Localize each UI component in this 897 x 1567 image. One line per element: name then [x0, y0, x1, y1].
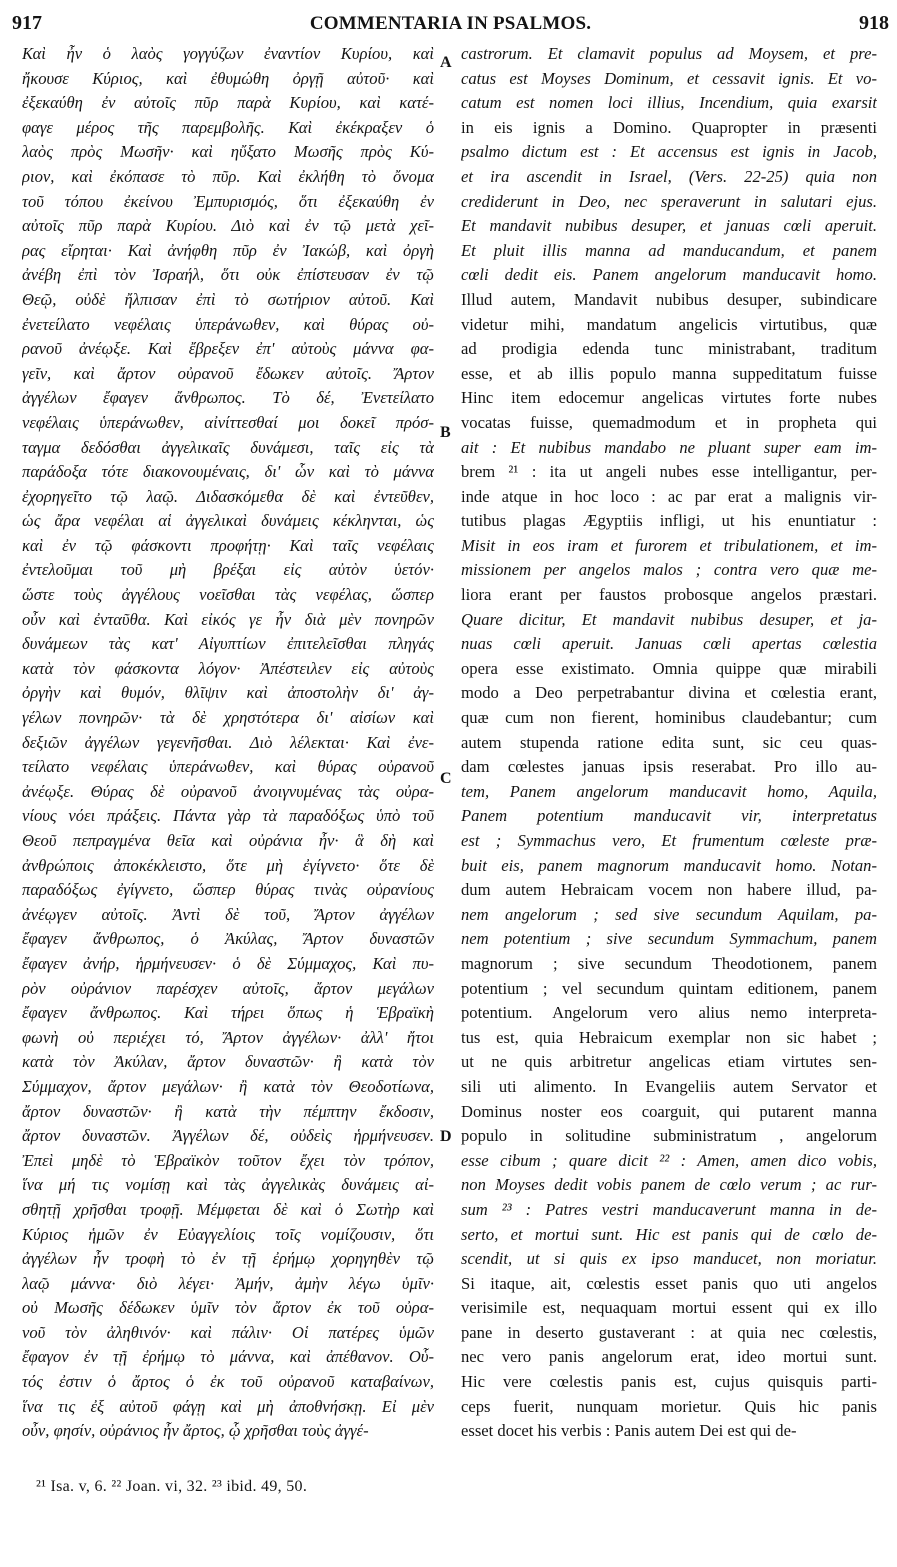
margin-marker-d: D — [440, 1128, 452, 1145]
greek-text-line: ἤκουσε Κύριος, καὶ ἐθυμώθη ὀργῇ αὐτοῦ· καὶ — [22, 68, 434, 88]
greek-column — [22, 42, 434, 1444]
greek-text-line: ἔφαγεν ἀνήρ, ἡρμήνευσεν· ὁ δὲ Σύμμαχος, Καὶ πυ- — [22, 953, 434, 973]
greek-text-line: ἐχορηγεῖτο τῷ λαῷ. Διδασκόμεθα δὲ καὶ ἐντεῦθεν, — [22, 486, 434, 506]
greek-text-line: φωνὴ οὐ περιέχει τό, Ἄρτον ἀγγέλων· ἀλλ' ἤτοι — [22, 1027, 434, 1047]
greek-text-line: κατὰ τὸν φάσκοντα λόγον· Ἀπέστειλεν εἰς αὐτοὺς — [22, 658, 434, 678]
latin-text-line: nem angelorum ; sed sive secundum Aquilam, pa- — [461, 904, 877, 924]
greek-text-line: φαγε μέρος τῆς παρεμβολῆς. Καὶ ἐκέκραξεν ὁ — [22, 117, 434, 137]
greek-text-line: δεξιῶν ἀγγέλων γεγενῆσθαι. Διὸ λέλεκται· Καὶ ἐνε- — [22, 732, 434, 752]
greek-text-line: οὖν καὶ ἐνταῦθα. Καὶ εἰκός γε ἦν διὰ μὲν πονηρῶν — [22, 609, 434, 629]
latin-text-line: Et pluit illis manna ad manducandum, et panem — [461, 240, 877, 260]
latin-text-line: crediderunt in Deo, nec speraverunt in salutari ejus. — [461, 191, 877, 211]
latin-text-line: tus est, quia Hebraicum exemplar non sic habet ; — [461, 1027, 877, 1047]
latin-text-line: vocatas fuisse, quemadmodum et in propheta qui — [461, 412, 877, 432]
greek-text-line: Κύριος ἡμῶν ἐν Εὐαγγελίοις τοῖς νομίζουσιν, ὅτι — [22, 1224, 434, 1244]
latin-text-line: esset docet his verbis : Panis autem Dei est qui de- — [461, 1421, 797, 1441]
greek-text-line: νίους νόει πράξεις. Πάντα γὰρ τὰ παραδόξως ὑπὸ τοῦ — [22, 806, 434, 826]
latin-text-line: cœli dedit eis. Panem angelorum manducavit homo. — [461, 265, 877, 285]
latin-text-line: dum autem Hebraicam vocem non habere illud, pa- — [461, 880, 877, 900]
greek-text-line: κατὰ τὸν Ἀκύλαν, ἄρτον δυναστῶν· ἢ κατὰ τὸν — [22, 1052, 434, 1072]
page-number-left: 917 — [12, 12, 42, 34]
greek-text-line: ταγμα δεδόσθαι ἀγγελικαῖς δυνάμεσι, ταῖς εἰς τὰ — [22, 437, 434, 457]
greek-text-line: ἐντελοῦμαι τοῦ μὴ βρέξαι εἰς αὐτὸν ὑετόν· — [22, 560, 434, 580]
running-title: COMMENTARIA IN PSALMOS. — [309, 13, 592, 34]
latin-text-line: opera esse existimato. Omnia quippe quæ mirabili — [461, 658, 877, 678]
latin-text-line: et ira ascendit in Israel, (Vers. 22-25) quia non — [461, 166, 877, 186]
greek-text-line: ἵνα μή τις νομίσῃ καὶ τὰς ἀγγελικὰς δυνάμεις αἰ- — [22, 1175, 434, 1195]
latin-text-line: esse cibum ; quare dicit ²² : Amen, amen dico vobis, — [461, 1150, 877, 1170]
latin-text-line: castrorum. Et clamavit populus ad Moysem, et pre- — [461, 44, 877, 63]
latin-text-line: Hinc item edocemur angelicas virtutes forte nubes — [461, 388, 877, 408]
latin-text-line: ceps fuerit, nunquam morietur. Quis hic panis — [461, 1396, 877, 1416]
latin-text-line: catum est nomen loci illius, Incendium, quia exarsit — [461, 93, 877, 113]
latin-text-line: Hic vere cœlestis panis est, cujus quisquis parti- — [461, 1372, 877, 1392]
latin-text-line: potentium. Angelorum vero alius nemo interpreta- — [461, 1003, 877, 1023]
greek-text-line: ὀργὴν καὶ θυμόν, θλῖψιν καὶ ἀποστολὴν δι' ἀγ- — [22, 683, 434, 703]
latin-text-line: brem ²¹ : ita ut angeli nubes esse intelligantur, per- — [461, 462, 877, 482]
greek-text-line: Ἐπεὶ μηδὲ τὸ Ἑβραϊκὸν τοῦτον ἔχει τὸν τρόπον, — [22, 1150, 434, 1170]
page-header — [12, 10, 889, 40]
margin-marker-a: A — [440, 54, 452, 71]
page-number-right: 918 — [859, 12, 889, 34]
latin-text-line: scendit, ut si quis ex ipso manducet, non moriatur. — [461, 1249, 877, 1269]
latin-text-line: autem stupenda ratione edita sunt, sic ceu quas- — [461, 732, 877, 752]
greek-text-line: δυνάμεων τὰς κατ' Αἰγυπτίων ἐπιτελεῖσθαι πληγάς — [22, 634, 434, 654]
greek-text-line: οὖν, φησίν, οὐράνιος ἦν ἄρτος, ᾧ χρῆσθαι τοὺς ἀγγέ- — [22, 1421, 369, 1441]
greek-text-line: ρανοῦ ἀνέῳξε. Καὶ ἔβρεξεν ἐπ' αὐτοὺς μάννα φα- — [22, 339, 434, 359]
latin-text-line: Illud autem, Mandavit nubibus desuper, subindicare — [461, 289, 877, 309]
latin-text-line: verisimile est, nequaquam mortui essent qui ex illo — [461, 1298, 877, 1318]
latin-text-line: dam cœlestes januas ipsis reserabat. Pro illo au- — [461, 757, 877, 777]
latin-column — [461, 42, 877, 1444]
greek-text-line: λαῷ μάννα· διὸ λέγει· Ἀμήν, ἀμὴν λέγω ὑμῖν· — [22, 1273, 434, 1293]
latin-text-line: ait : Et nubibus mandabo ne pluant super eam im- — [461, 437, 877, 457]
latin-text-line: tutibus plagas Ægyptiis infligi, ut his enuntiatur : — [461, 511, 877, 531]
latin-text-line: sili uti alimento. In Evangeliis autem Servator et — [461, 1076, 877, 1096]
latin-text-line: catus est Moyses Dominum, et cessavit ignis. Et vo- — [461, 68, 877, 88]
latin-text-line: nuas cœli aperuit. Januas cœli apertas cœlestia — [461, 634, 877, 654]
greek-text-line: ἀνέβη ἐπὶ τὸν Ἰσραήλ, ὅτι οὐκ ἐπίστευσαν ἐν τῷ — [22, 265, 434, 285]
latin-text-line: tem, Panem angelorum manducavit homo, Aquila, — [461, 781, 877, 801]
latin-text-line: non Moyses dedit vobis panem de cœlo verum ; ac rur- — [461, 1175, 877, 1195]
latin-text-line: psalmo dictum est : Et accensus est ignis in Jacob, — [461, 142, 877, 162]
greek-text-line: λαὸς πρὸς Μωσῆν· καὶ ηὔξατο Μωσῆς πρὸς Κύ- — [22, 142, 434, 162]
greek-text-line: ἄρτον δυναστῶν· ἢ κατὰ τὴν πέμπτην ἔκδοσιν, — [22, 1101, 434, 1121]
latin-text-line: videtur mihi, mandatum angelicis virtutibus, quæ — [461, 314, 877, 334]
latin-text-line: missionem per angelos malos ; contra vero quæ me- — [461, 560, 877, 580]
greek-text-line: ὡς ἄρα νεφέλαι αἱ ἀγγελικαὶ δυνάμεις κέκληνται, ὡς — [22, 511, 434, 531]
greek-text-line: ριον, καὶ ἐκόπασε τὸ πῦρ. Καὶ ἐκλήθη τὸ ὄνομα — [22, 166, 434, 186]
latin-text-line: quæ cum non fierent, hominibus claudebantur; cum — [461, 708, 877, 728]
greek-text-line: Καὶ ἦν ὁ λαὸς γογγύζων ἐναντίον Κυρίου, καὶ — [22, 44, 434, 63]
latin-text-line: ad prodigia edenda tunc ministrabant, traditum — [461, 339, 877, 359]
margin-marker-b: B — [440, 424, 451, 441]
latin-text-line: magnorum ; sive secundum Theodotionem, panem — [461, 953, 877, 973]
greek-text-line: ἄρτον δυναστῶν. Ἀγγέλων δέ, οὐδεὶς ἡρμήνευσεν. — [22, 1126, 434, 1146]
latin-text-line: Si itaque, ait, cœlestis esset panis quo uti angelos — [461, 1273, 877, 1293]
greek-text-line: οὐ Μωσῆς δέδωκεν ὑμῖν τὸν ἄρτον ἐκ τοῦ οὐρα- — [22, 1298, 434, 1318]
latin-text-line: ut ne quis arbitretur angelicas etiam virtutes sen- — [461, 1052, 877, 1072]
latin-text-line: nec vero panis angelorum erat, ideo mortui sunt. — [461, 1347, 877, 1367]
greek-text-line: ἀνθρώποις ἀποκέκλειστο, ὅτε μὴ ἐγίγνετο· ὅτε δὲ — [22, 855, 434, 875]
latin-text-line: Dominus noster eos coarguit, qui putarent manna — [461, 1101, 877, 1121]
greek-text-line: Σύμμαχον, ἄρτον μεγάλων· ἢ κατὰ τὸν Θεοδοτίωνα, — [22, 1076, 434, 1096]
greek-text-line: ρας εἴρηται· Καὶ ἀνήφθη πῦρ ἐν Ἰακώβ, καὶ ὀργὴ — [22, 240, 434, 260]
latin-text-line: liora erant per faustos probosque angelos præstari. — [461, 585, 877, 605]
greek-text-line: ἀγγέλων ἔφαγεν ἄνθρωπος. Τὸ δέ, Ἐνετείλατο — [22, 388, 434, 408]
latin-text-line: est ; Symmachus vero, Et frumentum cœleste præ- — [461, 831, 877, 850]
greek-text-line: γέλων πονηρῶν· τὰ δὲ χρηστότερα δι' αἰσίων καὶ — [22, 708, 434, 728]
greek-text-line: τείλατο νεφέλαις ὑπεράνωθεν, καὶ θύρας οὐρανοῦ — [22, 757, 434, 777]
greek-text-line: ἔφαγον ἐν τῇ ἐρήμῳ τὸ μάννα, καὶ ἀπέθανον. Οὗ- — [22, 1347, 434, 1367]
latin-text-line: potentium ; vel secundum quintam editionem, panem — [461, 978, 877, 998]
latin-text-line: Misit in eos iram et furorem et tribulationem, et im- — [461, 535, 877, 555]
latin-text-line: Et mandavit nubibus desuper, et januas cœli aperuit. — [461, 216, 877, 236]
latin-text-line: populo in solitudine subministratum , angelorum — [461, 1126, 877, 1146]
greek-text-line: ἔφαγεν ἄνθρωπος, ὁ Ἀκύλας, Ἄρτον δυναστῶν — [22, 929, 434, 949]
greek-text-line: ἐνετείλατο νεφέλαις ὑπεράνωθεν, καὶ θύρας οὐ- — [22, 314, 434, 334]
greek-text-line: γεῖν, καὶ ἄρτον οὐρανοῦ ἔδωκεν αὐτοῖς. Ἄρτον — [22, 363, 434, 383]
greek-text-line: παράδοξα τότε διακονουμέναις, δι' ὧν καὶ τὸ μάννα — [22, 462, 434, 482]
latin-text-line: serto, et mortui sunt. Hic est panis qui de cœlo de- — [461, 1224, 877, 1244]
greek-text-line: παραδόξως ἐγίγνετο, ὥσπερ θύρας τινὰς οὐρανίους — [22, 880, 434, 900]
latin-text-line: Quare dicitur, Et mandavit nubibus desuper, et ja- — [461, 609, 877, 629]
greek-text-line: ἀγγέλων ἦν τροφὴ τὸ ἐν τῇ ἐρήμῳ χορηγηθὲν τῷ — [22, 1249, 434, 1269]
greek-text-line: νοῦ τὸν ἀληθινόν· καὶ πάλιν· Οἱ πατέρες ὑμῶν — [22, 1322, 434, 1342]
latin-text-line: inde atque in hoc loco : ac par erat a malignis vir- — [461, 486, 877, 506]
latin-text-line: esse, et ab illis populo manna suppeditatum fuisse — [461, 363, 877, 383]
greek-text-line: αὐτοῖς πῦρ παρὰ Κυρίου. Διὸ καὶ ἐν τῷ μετὰ χεῖ- — [22, 216, 434, 236]
footnotes: ²¹ Isa. v, 6. ²² Joan. vi, 32. ²³ ibid. 49, 50. — [36, 1478, 308, 1495]
greek-text-line: τός ἐστιν ὁ ἄρτος ὁ ἐκ τοῦ οὐρανοῦ καταβαίνων, — [22, 1372, 434, 1392]
greek-text-line: ἐξεκαύθη ἐν αὐτοῖς πῦρ παρὰ Κυρίου, καὶ κατέ- — [22, 93, 434, 113]
greek-text-line: ἵνα τις ἐξ αὐτοῦ φάγῃ καὶ μὴ ἀποθνήσκῃ. Εἰ μὲν — [22, 1396, 434, 1416]
latin-text-line: nem potentium ; sive secundum Symmachum, panem — [461, 929, 877, 949]
greek-text-line: σθητῇ χρῆσθαι τροφῇ. Μέμφεται δὲ καὶ ὁ Σωτὴρ καὶ — [22, 1199, 434, 1219]
latin-text-line: Panem potentium manducavit vir, interpretatus — [461, 806, 877, 826]
greek-text-line: τοῦ τόπου ἐκείνου Ἐμπυρισμός, ὅτι ἐξεκαύθη ἐν — [22, 191, 434, 211]
greek-text-line: ἀνέῳξε. Θύρας δὲ οὐρανοῦ ἀνοιγνυμένας τὰς οὐρα- — [22, 781, 434, 801]
greek-text-line: καὶ ἐν τῷ φάσκοντι προφήτῃ· Καὶ ταῖς νεφέλαις — [22, 535, 434, 555]
latin-text-line: pane in deserto gustaverant : at quia nec cœlestis, — [461, 1322, 877, 1342]
margin-marker-c: C — [440, 770, 452, 787]
latin-text-line: in eis ignis a Domino. Quapropter in præsenti — [461, 117, 877, 137]
greek-text-line: ἔφαγεν ἄνθρωπος. Καὶ τήρει ὅπως ἡ Ἑβραϊκὴ — [22, 1003, 434, 1023]
latin-text-line: sum ²³ : Patres vestri manducaverunt manna in de- — [461, 1199, 877, 1219]
greek-text-line: νεφέλαις ὑπεράνωθεν, αἰνίττεσθαί μοι δοκεῖ πρόσ- — [22, 412, 434, 432]
greek-text-line: ἀνέῳγεν αὐτοῖς. Ἀντὶ δὲ τοῦ, Ἄρτον ἀγγέλων — [22, 904, 434, 924]
margin-markers — [436, 42, 458, 1242]
greek-text-line: Θεῷ, οὐδὲ ἤλπισαν ἐπὶ τὸ σωτήριον αὐτοῦ. Καὶ — [22, 289, 434, 309]
greek-text-line: Θεοῦ πεπραγμένα θεῖα καὶ οὐράνια ἦν· ἃ δὴ καὶ — [22, 831, 434, 850]
greek-text-line: ρὸν οὐράνιον παρέσχεν αὐτοῖς, ἄρτον μεγάλων — [22, 978, 434, 998]
latin-text-line: buit eis, panem magnorum manducavit homo. Notan- — [461, 855, 877, 875]
latin-text-line: modo a Deo perpetrabantur divina et cœlestia erant, — [461, 683, 877, 703]
greek-text-line: ὥστε τοὺς ἀγγέλους νοεῖσθαι τὰς νεφέλας, ὥσπερ — [22, 585, 434, 605]
